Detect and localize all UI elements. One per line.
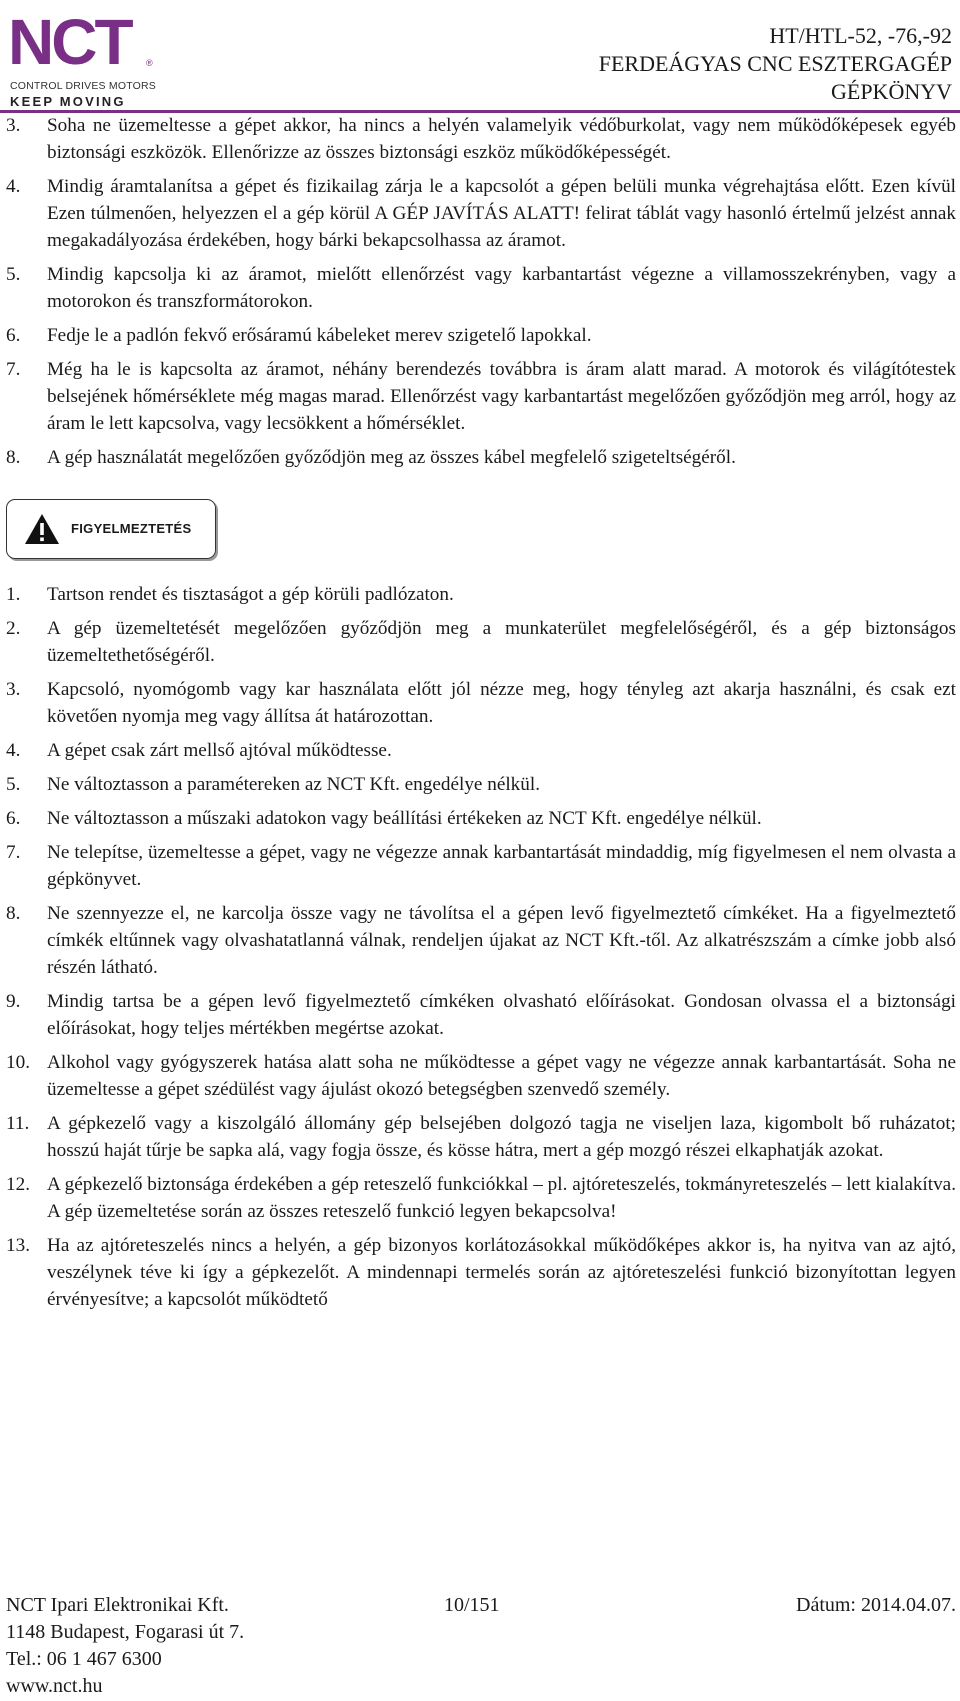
list-item-text: A gépkezelő vagy a kiszolgáló állomány gép belsejében dolgozó tagja ne viseljen laza, kigombolt bő ruházatot; hosszú haját tűrje be sapka alá, vagy fogja össze, és kösse hátra, mert a gép mozgó részei elkaphatják azokat. bbox=[47, 1113, 956, 1161]
list-item-number: 6. bbox=[6, 808, 21, 829]
list-item bbox=[6, 581, 956, 608]
footer-address: 1148 Budapest, Fogarasi út 7. bbox=[6, 1621, 245, 1643]
list-item-text: Soha ne üzemeltesse a gépet akkor, ha nincs a helyén valamelyik védőburkolat, vagy nem működőképesek egyéb biztonsági eszközök. Ellenőrizze az összes biztonsági eszköz működőképességét. bbox=[47, 115, 956, 163]
list-item-number: 9. bbox=[6, 991, 21, 1012]
list-item bbox=[6, 737, 956, 764]
list-item bbox=[6, 322, 956, 349]
list-item bbox=[6, 1232, 956, 1313]
list-item-number: 1. bbox=[6, 584, 21, 605]
list-item-text: Ne változtasson a paramétereken az NCT Kft. engedélye nélkül. bbox=[47, 774, 540, 795]
logo-registered-mark: ® bbox=[146, 58, 153, 68]
warning-list bbox=[6, 581, 956, 1313]
list-item-number: 8. bbox=[6, 447, 21, 468]
list-item bbox=[6, 900, 956, 981]
list-item bbox=[6, 988, 956, 1042]
logo-letters: NCT bbox=[8, 6, 131, 78]
list-item bbox=[6, 1171, 956, 1225]
list-item-number: 5. bbox=[6, 774, 21, 795]
list-item-text: Mindig áramtalanítsa a gépet és fizikailag zárja le a kapcsolót a gépen belüli munka végrehajtása előtt. Ezen kívül Ezen túlmenően, helyezzen el a gép körül A GÉP JAVÍTÁS ALATT! felirat táblát vagy hasonló értelmű jelzést annak megakadályozása érdekében, hogy bárki bekapcsolhassa az áramot. bbox=[47, 176, 956, 251]
list-item-text: Ne változtasson a műszaki adatokon vagy beállítási értékeken az NCT Kft. engedélye nélkül. bbox=[47, 808, 762, 829]
list-item-number: 3. bbox=[6, 115, 21, 136]
list-item-text: A gép üzemeltetését megelőzően győződjön meg a munkaterület megfelelőségéről, és a gép biztonságos üzemeltethetőségéről. bbox=[47, 618, 956, 666]
list-item bbox=[6, 771, 956, 798]
list-item-text: Fedje le a padlón fekvő erősáramú kábeleket merev szigetelő lapokkal. bbox=[47, 325, 592, 346]
list-item bbox=[6, 615, 956, 669]
warning-callout bbox=[6, 499, 216, 559]
header-doc-type: GÉPKÖNYV bbox=[831, 79, 952, 104]
list-item bbox=[6, 676, 956, 730]
list-item bbox=[6, 839, 956, 893]
list-item bbox=[6, 805, 956, 832]
list-item-text: Mindig tartsa be a gépen levő figyelmeztető címkéken olvasható előírásokat. Gondosan olvassa el a biztonsági előírásokat, hogy teljes mértékben megértse azokat. bbox=[47, 991, 956, 1039]
warning-triangle-icon bbox=[24, 513, 60, 545]
list-item-number: 11. bbox=[6, 1113, 30, 1134]
list-item-number: 12. bbox=[6, 1174, 30, 1195]
header-model: HT/HTL-52, -76,-92 bbox=[769, 23, 952, 48]
list-item-number: 3. bbox=[6, 679, 21, 700]
list-item bbox=[6, 1049, 956, 1103]
list-item-text: A gép használatát megelőzően győződjön meg az összes kábel megfelelő szigeteltségéről. bbox=[47, 447, 736, 468]
header-title: FERDEÁGYAS CNC ESZTERGAGÉP bbox=[598, 51, 952, 76]
list-item bbox=[6, 261, 956, 315]
page-content bbox=[6, 112, 956, 1320]
footer-company: NCT Ipari Elektronikai Kft. bbox=[6, 1594, 229, 1616]
list-item-number: 7. bbox=[6, 359, 21, 380]
list-item-number: 5. bbox=[6, 264, 21, 285]
list-item-text: Ne szennyezze el, ne karcolja össze vagy ne távolítsa el a gépen levő figyelmeztető címkéket. Ha a figyelmeztető címkék eltűnnek vagy olvashatatlanná válnak, rendeljen újakat az NCT Kft.-től. Az alkatrészszám a címke jobb alsó részén látható. bbox=[47, 903, 956, 978]
list-item bbox=[6, 173, 956, 254]
list-item-number: 7. bbox=[6, 842, 21, 863]
list-item-number: 8. bbox=[6, 903, 21, 924]
list-item-text: Még ha le is kapcsolta az áramot, néhány berendezés továbbra is áram alatt marad. A motorok és világítótestek belsejének hőmérséklete még magas marad. Ellenőrzést vagy karbantartást megelőzően győződjön meg arról, hogy az áram le lett kapcsolva, vagy lecsökkent a hőmérséklet. bbox=[47, 359, 956, 434]
list-item-number: 4. bbox=[6, 740, 21, 761]
list-item-number: 4. bbox=[6, 176, 21, 197]
logo-slogan: KEEP MOVING bbox=[10, 94, 126, 109]
list-item-number: 6. bbox=[6, 325, 21, 346]
list-item-text: A gépet csak zárt mellső ajtóval működtesse. bbox=[47, 740, 392, 761]
logo-tagline: CONTROL DRIVES MOTORS bbox=[10, 80, 156, 92]
header-title-block bbox=[599, 22, 952, 106]
list-item-text: Kapcsoló, nyomógomb vagy kar használata előtt jól nézze meg, hogy tényleg azt akarja használni, és csak ezt követően nyomja meg vagy állítsa át határozottan. bbox=[47, 679, 956, 727]
list-item bbox=[6, 1110, 956, 1164]
list-item bbox=[6, 444, 956, 471]
list-item-text: Ha az ajtóreteszelés nincs a helyén, a gép bizonyos korlátozásokkal működőképes akkor is, ha nyitva van az ajtó, veszélynek téve ki így a gépkezelőt. A mindennapi termelés során az ajtóreteszelési funkció bizonyítottan legyen érvényesítve; a kapcsolót működtető bbox=[47, 1235, 956, 1310]
safety-list-continued bbox=[6, 112, 956, 471]
footer-website: www.nct.hu bbox=[6, 1675, 103, 1697]
list-item bbox=[6, 112, 956, 166]
list-item-text: Mindig kapcsolja ki az áramot, mielőtt ellenőrzést vagy karbantartást végezne a villamosszekrényben, vagy a motorokon és transzformátorokon. bbox=[47, 264, 956, 312]
list-item-number: 2. bbox=[6, 618, 21, 639]
footer-page-number: 10/151 bbox=[444, 1594, 500, 1616]
list-item-text: Alkohol vagy gyógyszerek hatása alatt soha ne működtesse a gépet vagy ne végezze annak karbantartását. Soha ne üzemeltesse a gépet szédülést vagy ájulást okozó betegségben szenvedő személy. bbox=[47, 1052, 956, 1100]
nct-logo bbox=[8, 6, 156, 109]
footer-date: Dátum: 2014.04.07. bbox=[796, 1594, 956, 1616]
warning-label: FIGYELMEZTETÉS bbox=[71, 521, 192, 536]
footer-phone: Tel.: 06 1 467 6300 bbox=[6, 1648, 162, 1670]
list-item bbox=[6, 356, 956, 437]
list-item-text: Ne telepítse, üzemeltesse a gépet, vagy ne végezze annak karbantartását mindaddig, míg figyelmesen el nem olvasta a gépkönyvet. bbox=[47, 842, 956, 890]
list-item-number: 10. bbox=[6, 1052, 30, 1073]
list-item-text: A gépkezelő biztonsága érdekében a gép reteszelő funkciókkal – pl. ajtóreteszelés, tokmányreteszelés – lett kialakítva. A gép üzemeltetése során az összes reteszelő funkció legyen bekapcsolva! bbox=[47, 1174, 956, 1222]
list-item-text: Tartson rendet és tisztaságot a gép körüli padlózaton. bbox=[47, 584, 454, 605]
page-header bbox=[0, 0, 960, 110]
list-item-number: 13. bbox=[6, 1235, 30, 1256]
